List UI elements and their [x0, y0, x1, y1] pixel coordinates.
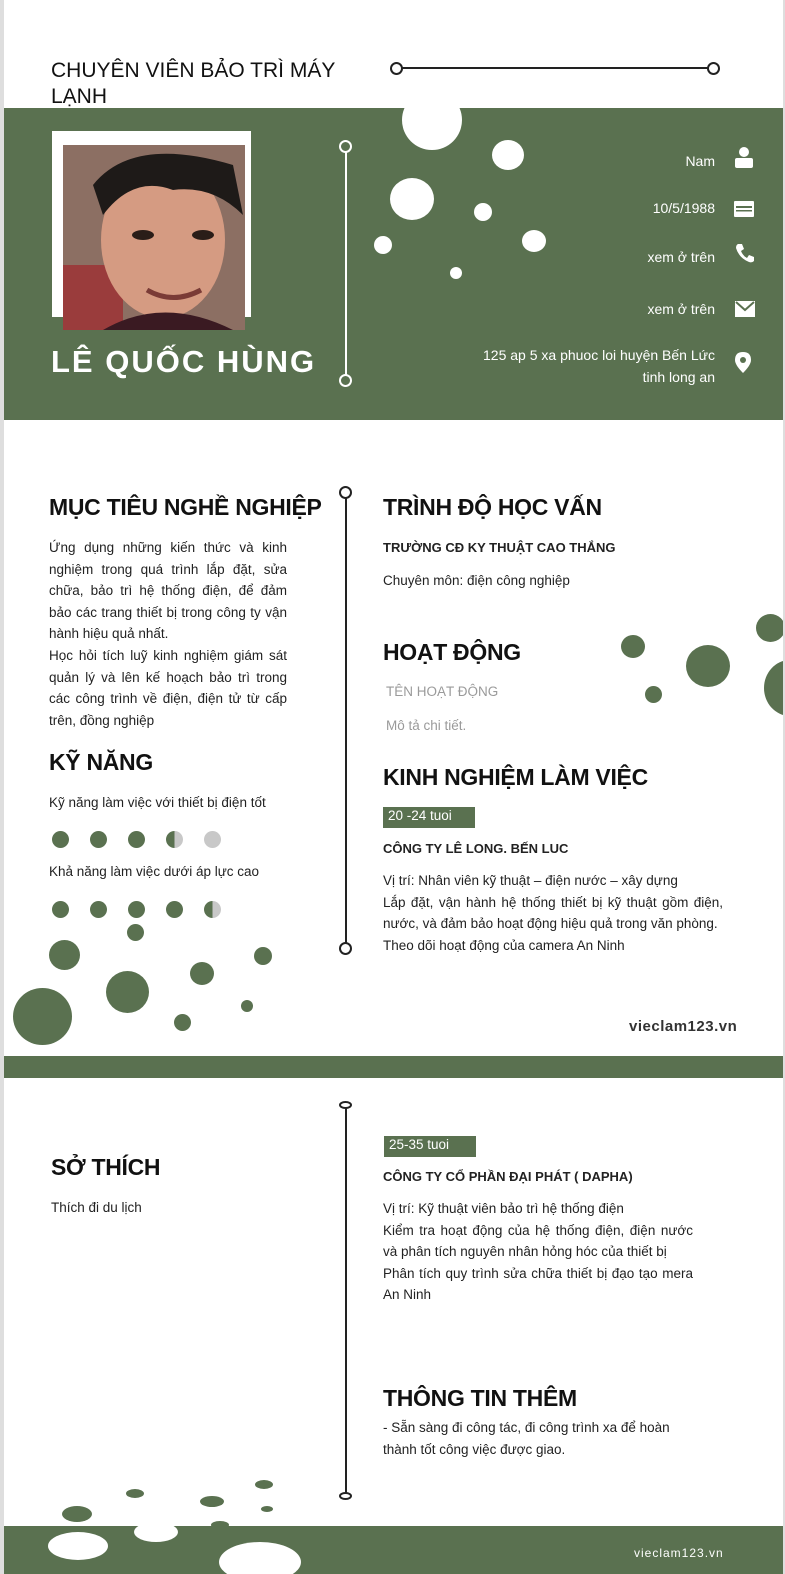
main-divider: [345, 496, 347, 948]
skill-label: Khả năng làm việc dưới áp lực cao: [49, 864, 260, 879]
header-rule: [396, 67, 714, 69]
divider-end-top: [339, 140, 352, 153]
decor-dot: [686, 645, 730, 687]
main-divider-bottom: [339, 942, 352, 955]
decor-dot: [134, 1526, 178, 1542]
rating-dot: [128, 901, 145, 918]
hobbies-text: Thích đi du lịch: [51, 1200, 142, 1215]
rating-dot: [52, 901, 69, 918]
hobbies-heading: SỞ THÍCH: [51, 1154, 161, 1180]
job-company: CÔNG TY LÊ LONG. BẾN LUC: [383, 841, 569, 856]
rating-dot: [166, 901, 183, 918]
footer-band: [4, 1526, 783, 1574]
rating-dot: [90, 831, 107, 848]
decor-dot: [255, 1480, 273, 1489]
contact-email: xem ở trên: [647, 301, 715, 317]
contact-gender: Nam: [685, 153, 715, 169]
decor-dot: [621, 635, 645, 658]
rating-dot: [52, 831, 69, 848]
contact-address: 125 ap 5 xa phuoc loi huyện Bến Lức tinh long an: [483, 347, 715, 385]
decor-dot: [174, 1014, 191, 1031]
education-heading: TRÌNH ĐỘ HỌC VẤN: [383, 494, 602, 520]
decor-dot: [764, 660, 783, 716]
job-details: Vị trí: Kỹ thuật viên bảo trì hệ thống điện Kiểm tra hoạt động của hệ thống điện, điện nước và phân tích nguyên nhân hỏng hóc của thiết bị Phân tích quy trình sửa chữa thiết bị đạo tạo mera An Ninh: [383, 1201, 693, 1303]
contact-birthday: 10/5/1988: [652, 200, 715, 216]
decor-dot: [200, 1496, 224, 1507]
decor-dot: [126, 1489, 144, 1498]
decor-dot: [474, 203, 492, 221]
profile-band: [4, 108, 783, 420]
decor-dot: [49, 940, 80, 970]
extra-info-text: - Sẵn sàng đi công tác, đi công trình xa để hoàn thành tốt công việc được giao.: [383, 1420, 670, 1457]
main-divider-2: [345, 1108, 347, 1496]
resume-page-1: [4, 0, 783, 1056]
person-icon: [733, 146, 755, 168]
job-details: Vị trí: Nhân viên kỹ thuật – điện nước – xây dựng Lắp đặt, vận hành hệ thống thiết bị kỹ thuật gồm điện, nước, và đảm bảo hoạt động hiệu quả trong văn phòng. Theo dõi hoạt động của camera An Ninh: [383, 873, 723, 953]
decor-dot: [190, 962, 214, 985]
decor-dot: [106, 971, 149, 1013]
school-name: TRƯỜNG CĐ KY THUẬT CAO THẮNG: [383, 540, 616, 555]
activity-desc-placeholder[interactable]: Mô tả chi tiết.: [386, 718, 467, 733]
decor-dot: [492, 140, 524, 170]
extra-info-heading: THÔNG TIN THÊM: [383, 1385, 577, 1411]
divider-bottom-2: [339, 1492, 352, 1500]
rating-dot: [90, 901, 107, 918]
decor-dot: [13, 988, 72, 1045]
rule-end-left: [390, 62, 403, 75]
decor-dot: [374, 236, 392, 254]
skills-heading: KỸ NĂNG: [49, 749, 153, 775]
job-company: CÔNG TY CỔ PHẦN ĐẠI PHÁT ( DAPHA): [383, 1169, 633, 1184]
page-separator-band: [4, 1056, 783, 1078]
watermark: vieclam123.vn: [629, 1018, 738, 1035]
decor-dot: [254, 947, 272, 965]
rating-dot: [128, 831, 145, 848]
location-pin-icon: [732, 351, 754, 373]
face-illustration: [63, 145, 245, 330]
objective-heading: MỤC TIÊU NGHỀ NGHIỆP: [49, 494, 322, 520]
decor-dot: [241, 1000, 253, 1012]
footer-watermark: vieclam123.vn: [634, 1546, 724, 1560]
experience-heading: KINH NGHIỆM LÀM VIỆC: [383, 764, 648, 790]
decor-dot: [48, 1532, 108, 1560]
decor-dot: [450, 267, 462, 279]
decor-dot: [645, 686, 662, 703]
divider-top-2: [339, 1101, 352, 1109]
main-divider-top: [339, 486, 352, 499]
job-period-badge: 20 -24 tuoi: [383, 807, 475, 828]
rating-dot-empty: [204, 831, 221, 848]
decor-dot: [390, 178, 434, 220]
rating-dot-half: [166, 831, 183, 848]
band-divider: [345, 150, 347, 380]
calendar-icon: [733, 198, 755, 220]
activities-heading: HOẠT ĐỘNG: [383, 639, 521, 665]
rule-end-right: [707, 62, 720, 75]
full-name: LÊ QUỐC HÙNG: [51, 344, 317, 379]
decor-dot: [522, 230, 546, 252]
profile-photo: [63, 145, 245, 330]
activity-name-placeholder[interactable]: TÊN HOẠT ĐỘNG: [386, 684, 499, 699]
decor-dot: [756, 614, 783, 642]
resume-page-2: [4, 1078, 783, 1574]
education-major: Chuyên môn: điện công nghiệp: [383, 573, 570, 588]
skill-label: Kỹ năng làm việc với thiết bị điện tốt: [49, 795, 266, 810]
contact-phone: xem ở trên: [647, 249, 715, 265]
job-title: CHUYÊN VIÊN BẢO TRÌ MÁY LẠNH: [51, 59, 336, 108]
decor-dot: [402, 90, 462, 150]
decor-dot: [127, 924, 144, 941]
job-period-badge: 25-35 tuoi: [384, 1136, 476, 1157]
decor-dot: [261, 1506, 273, 1512]
decor-dot: [219, 1542, 301, 1574]
objective-text: Ứng dụng những kiến thức và kinh nghiệm trong quá trình lắp đặt, sửa chữa, bảo trì hệ thống điện, để đảm bảo các trang thiết bị trong công ty vận hành hiệu quả nhất. Học hỏi tích luỹ kinh nghiệm giám sát quản lý và lên kế hoạch bảo trì trong các công trình về điện, điện tử từ cấp trên, đồng nghiệp: [49, 540, 287, 728]
divider-end-bottom: [339, 374, 352, 387]
rating-dot-half: [204, 901, 221, 918]
mail-icon: [734, 298, 756, 320]
decor-dot: [62, 1506, 92, 1522]
phone-icon: [734, 242, 756, 264]
